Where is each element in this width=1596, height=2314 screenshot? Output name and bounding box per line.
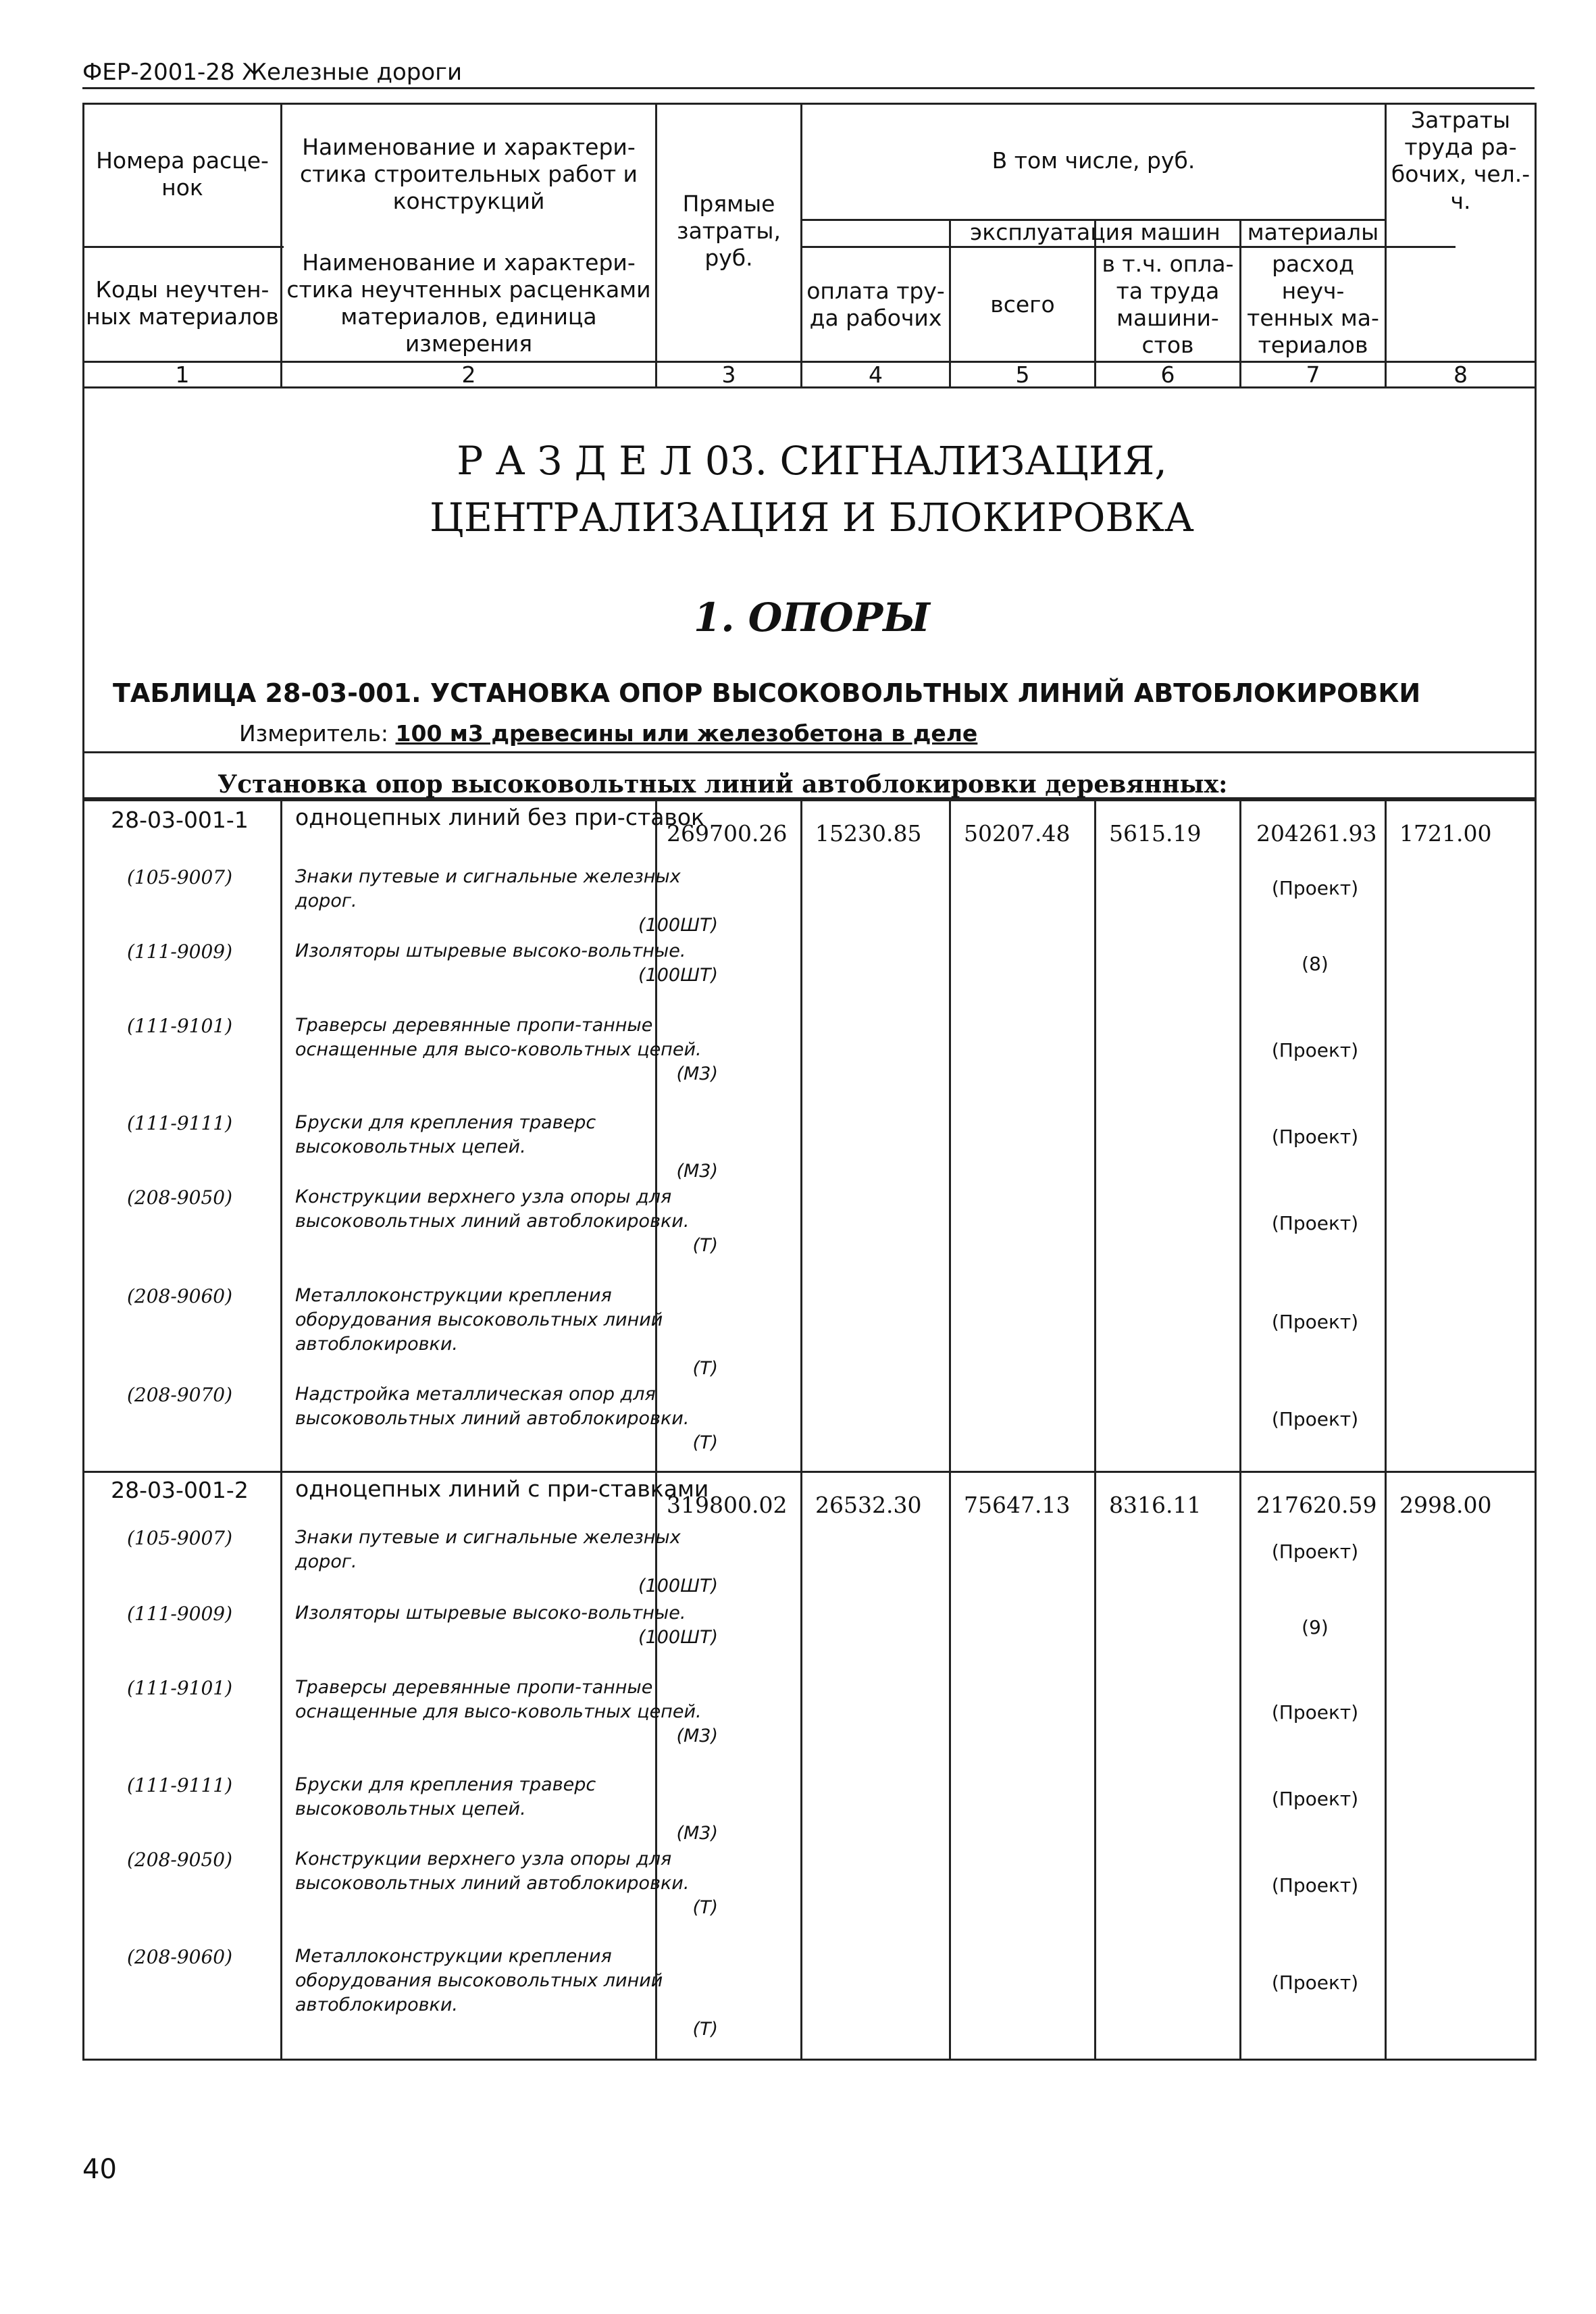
materials-header: материалы [1247, 219, 1379, 245]
incl-header: В том числе, руб. [992, 147, 1195, 174]
mat-value: (Проект) [1271, 1212, 1359, 1234]
mat-value: (Проект) [1271, 1126, 1359, 1148]
mat-name: Конструкции верхнего узла опоры для высоковольтных линий автоблокировки. (Т) [295, 1186, 718, 1256]
mat-name: Металлоконструкции крепления оборудования высоковольтных линий автоблокировки. (Т) [295, 1946, 718, 2040]
col8-header: Затраты труда ра-бочих, чел.-ч. [1391, 107, 1530, 214]
mat-code: (208-9050) [126, 1848, 232, 1871]
col2-subheader: Наименование и характери-стика неучтенных расценками материалов, единица измерения [286, 249, 651, 357]
r2-wages: 26532.30 [815, 1492, 922, 1518]
mat-name: Изоляторы штыревые высоко-вольтные. (100ШТ) [295, 1603, 718, 1648]
col-num-6: 6 [1160, 361, 1175, 388]
meter [239, 720, 977, 747]
mat-name: Надстройка металлическая опор для высоковольтных линий автоблокировки. (Т) [295, 1384, 718, 1453]
col2-header: Наименование и характери-стика строительных работ и конструкций [300, 134, 638, 214]
col1-header: Номера расце-нок [96, 147, 269, 201]
r2-materials: 217620.59 [1256, 1492, 1377, 1518]
mat-name: Бруски для крепления траверс высоковольтных цепей. (М3) [295, 1112, 718, 1182]
r2-machines: 75647.13 [964, 1492, 1071, 1518]
col3-header: Прямые затраты, руб. [677, 191, 781, 271]
group-title: Установка опор высоковольтных линий автоблокировки деревянных: [217, 770, 1228, 799]
r2-labor: 2998.00 [1399, 1492, 1492, 1518]
section-title: Р А З Д Е Л 03. СИГНАЛИЗАЦИЯ, ЦЕНТРАЛИЗАЦИЯ И БЛОКИРОВКА [430, 438, 1194, 540]
mat-name: Конструкции верхнего узла опоры для высоковольтных линий автоблокировки. (Т) [295, 1848, 718, 1918]
table-title: ТАБЛИЦА 28-03-001. УСТАНОВКА ОПОР ВЫСОКОВОЛЬТНЫХ ЛИНИЙ АВТОБЛОКИРОВКИ [113, 678, 1421, 708]
r1-machinists: 5615.19 [1109, 820, 1202, 847]
rate-name-1: одноцепных линий без при-ставок [295, 804, 704, 830]
meter-value: 100 м3 древесины или железобетона в деле [395, 720, 978, 747]
mat-value: (Проект) [1271, 1701, 1359, 1724]
mat-name: Траверсы деревянные пропи-танные оснащенные для высо-ковольтных цепей. (М3) [295, 1677, 718, 1746]
r1-labor: 1721.00 [1399, 820, 1492, 847]
r1-wages: 15230.85 [815, 820, 922, 847]
col-num-3: 3 [721, 361, 736, 388]
rate-code-2: 28-03-001-2 [111, 1477, 249, 1503]
mat-code: (208-9060) [126, 1946, 232, 1968]
mat-value: (8) [1302, 953, 1329, 975]
mat-code: (208-9060) [126, 1285, 232, 1307]
page-number: 40 [82, 2154, 117, 2185]
mat-code: (111-9009) [126, 940, 232, 963]
mat-value: (Проект) [1271, 1788, 1359, 1810]
mat-code: (208-9050) [126, 1186, 232, 1209]
mat-code: (208-9070) [126, 1384, 232, 1406]
mat-value: (Проект) [1271, 1408, 1359, 1430]
mat-value: (Проект) [1271, 1971, 1359, 1994]
mat-value: (9) [1302, 1616, 1329, 1638]
mat-name: Изоляторы штыревые высоко-вольтные. (100ШТ) [295, 940, 718, 986]
col1-subheader: Коды неучтен-ных материалов [86, 276, 279, 330]
mat-name: Знаки путевые и сигнальные железных дорог. (100ШТ) [295, 1527, 718, 1596]
col-num-1: 1 [175, 361, 190, 388]
mat-code: (111-9101) [126, 1677, 232, 1699]
page-header: ФЕР-2001-28 Железные дороги [82, 59, 1535, 89]
col4-header: оплата тру-да рабочих [806, 277, 945, 331]
meter-label: Измеритель: [239, 720, 389, 747]
mat-name: Знаки путевые и сигнальные железных дорог. (100ШТ) [295, 866, 718, 936]
mat-code: (105-9007) [126, 866, 232, 888]
r1-direct: 269700.26 [667, 820, 788, 847]
col-num-2: 2 [461, 361, 476, 388]
col-num-5: 5 [1015, 361, 1030, 388]
col6-header: в т.ч. опла-та труда машини-стов [1102, 250, 1234, 358]
rate-name-2: одноцепных линий с при-ставками [295, 1476, 709, 1502]
mat-name: Траверсы деревянные пропи-танные оснащенные для высо-ковольтных цепей. (М3) [295, 1015, 718, 1084]
mat-name: Металлоконструкции крепления оборудования высоковольтных линий автоблокировки. (Т) [295, 1285, 718, 1379]
r1-materials: 204261.93 [1256, 820, 1377, 847]
mat-value: (Проект) [1271, 1540, 1359, 1563]
mat-code: (111-9111) [126, 1112, 232, 1134]
mat-code: (111-9009) [126, 1603, 232, 1625]
mat-value: (Проект) [1271, 1874, 1359, 1896]
subsection-title: 1. ОПОРЫ [694, 595, 930, 640]
mat-code: (105-9007) [126, 1527, 232, 1549]
mat-value: (Проект) [1271, 1039, 1359, 1061]
mat-name: Бруски для крепления траверс высоковольтных цепей. (М3) [295, 1774, 718, 1844]
col-num-7: 7 [1306, 361, 1320, 388]
col5-header: всего [990, 291, 1055, 318]
machines-header: эксплуатация машин [970, 219, 1220, 245]
mat-value: (Проект) [1271, 877, 1359, 899]
r2-direct: 319800.02 [667, 1492, 788, 1518]
mat-code: (111-9101) [126, 1015, 232, 1037]
col-num-4: 4 [869, 361, 883, 388]
mat-value: (Проект) [1271, 1311, 1359, 1333]
estimate-table [82, 103, 1537, 2061]
col7-header: расход неуч-тенных ма-териалов [1247, 250, 1379, 358]
col-num-8: 8 [1453, 361, 1468, 388]
rate-code-1: 28-03-001-1 [111, 807, 249, 833]
r2-machinists: 8316.11 [1109, 1492, 1202, 1518]
r1-machines: 50207.48 [964, 820, 1071, 847]
mat-code: (111-9111) [126, 1774, 232, 1796]
